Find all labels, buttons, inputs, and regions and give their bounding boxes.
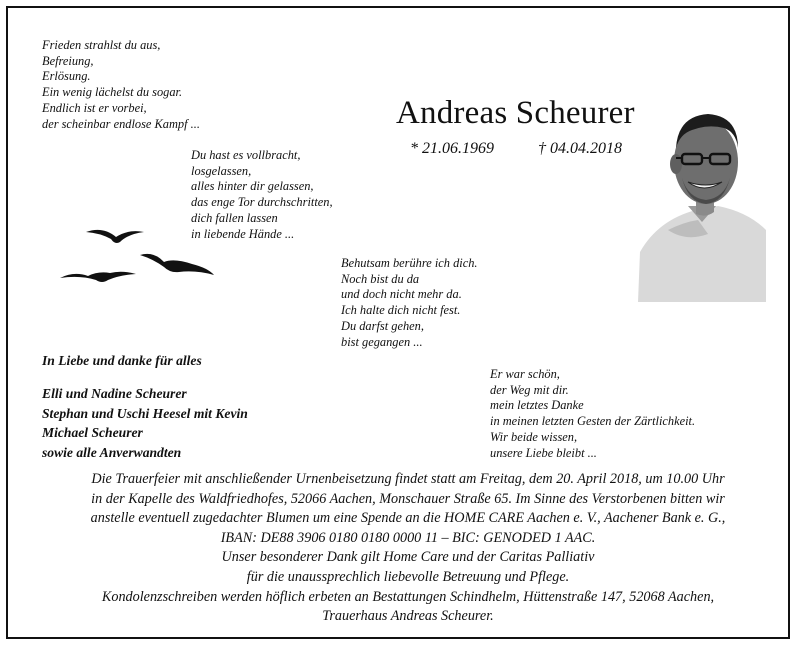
poem-line: Ich halte dich nicht fest.: [341, 303, 461, 318]
poem-line: dich fallen lassen: [191, 210, 278, 225]
poem-top-left: [42, 38, 200, 132]
poem-line: Er war schön,: [490, 367, 560, 381]
notice-line: anstelle eventuell zugedachter Blumen um eine Spende an die HOME CARE Aachen e. V., Aachener Bank e. G.,: [90, 510, 726, 527]
notice-line: Kondolenzschreiben werden höflich erbeten an Bestattungen Schindhelm, Hüttenstraße 147, 52068 Aachen,: [101, 588, 715, 605]
poem-line: Noch bist du da: [341, 271, 420, 286]
portrait-photo: [638, 102, 766, 302]
flying-birds-icon: [58, 220, 228, 292]
poem-line: Frieden strahlst du aus,: [42, 38, 161, 52]
notice-line: Trauerhaus Andreas Scheurer.: [322, 608, 494, 625]
poem-line: unsere Liebe bleibt ...: [490, 445, 597, 460]
death-date: † 04.04.2018: [538, 140, 622, 157]
poem-line: der Weg mit dir.: [490, 382, 569, 397]
poem-line: Befreiung,: [42, 53, 94, 68]
poem-line: Endlich ist er vorbei,: [42, 100, 147, 115]
family-members: [42, 384, 248, 462]
obituary-frame: [6, 6, 790, 639]
poem-line: und doch nicht mehr da.: [341, 287, 462, 302]
family-member: Stephan und Uschi Heesel mit Kevin: [42, 405, 248, 421]
family-member: Michael Scheurer: [42, 425, 143, 440]
poem-line: der scheinbar endlose Kampf ...: [42, 116, 200, 131]
family-intro: In Liebe und danke für alles: [42, 353, 202, 368]
deceased-name: Andreas Scheurer: [396, 95, 635, 131]
notice-line: für die unaussprechlich liebevolle Betreuung und Pflege.: [246, 568, 570, 585]
poem-line: Du hast es vollbracht,: [191, 148, 301, 162]
birth-date: * 21.06.1969: [410, 140, 494, 157]
poem-line: in liebende Hände ...: [191, 226, 295, 241]
notice-line: in der Kapelle des Waldfriedhofes, 52066 Aachen, Monschauer Straße 65. Im Sinne des Verstorbenen bitten wir: [91, 490, 725, 507]
poem-right: [490, 367, 695, 461]
poem-line: mein letztes Danke: [490, 398, 584, 413]
notice-line: IBAN: DE88 3906 0180 0180 0000 11 – BIC: GENODED 1 AAC.: [220, 529, 596, 546]
notice-line: Die Trauerfeier mit anschließender Urnenbeisetzung findet statt am Freitag, dem 20. April 2018, um 10.00 Uhr: [91, 471, 725, 487]
notice-line: Unser besonderer Dank gilt Home Care und der Caritas Palliativ: [221, 549, 595, 566]
poem-line: in meinen letzten Gesten der Zärtlichkeit.: [490, 414, 696, 429]
poem-line: alles hinter dir gelassen,: [191, 179, 314, 194]
poem-line: bist gegangen ...: [341, 334, 423, 349]
poem-line: losgelassen,: [191, 163, 252, 178]
poem-line: Ein wenig lächelst du sogar.: [42, 85, 183, 100]
poem-center: [341, 256, 478, 350]
family-member: Elli und Nadine Scheurer: [42, 386, 187, 401]
poem-line: Erlösung.: [42, 69, 91, 84]
poem-line: Wir beide wissen,: [490, 429, 578, 444]
poem-line: das enge Tor durchschritten,: [191, 195, 333, 210]
poem-line: Du darfst gehen,: [341, 318, 424, 333]
poem-line: Behutsam berühre ich dich.: [341, 256, 478, 270]
family-member: sowie alle Anverwandten: [42, 444, 182, 460]
funeral-notice: [32, 470, 784, 627]
